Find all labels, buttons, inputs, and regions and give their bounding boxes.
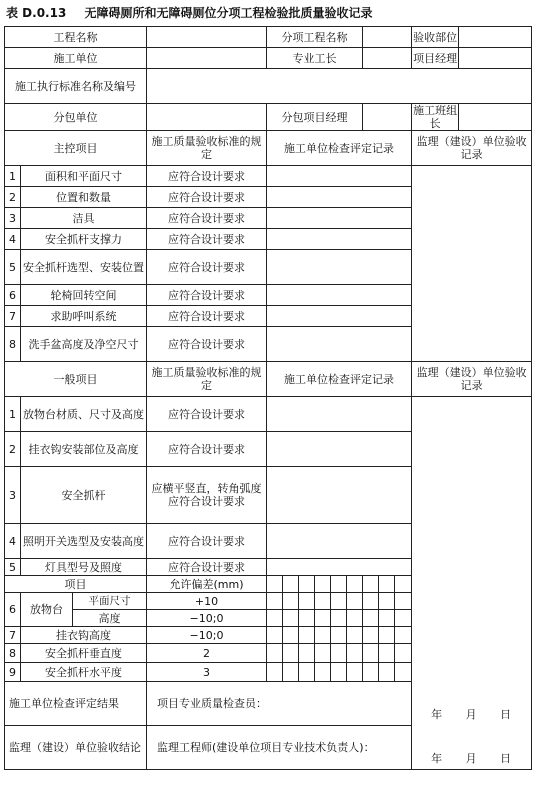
- main-item-spec: 应符合设计要求: [147, 306, 267, 327]
- general-section-header: [5, 362, 532, 397]
- general-item-spec: 应符合设计要求: [147, 397, 267, 432]
- main-item-spec: 应符合设计要求: [147, 166, 267, 187]
- label-project-manager: 项目经理: [412, 48, 459, 69]
- main-item-check[interactable]: [267, 229, 412, 250]
- general-item-name: 照明开关选型及安装高度: [21, 524, 147, 559]
- label-subcontract-unit: 分包单位: [5, 104, 147, 131]
- value-construction-unit[interactable]: [147, 48, 267, 69]
- tolerance-hook-height: 挂衣钩高度: [21, 627, 147, 644]
- measure-cell[interactable]: [363, 610, 379, 627]
- measure-cell[interactable]: [299, 627, 315, 644]
- main-item-check[interactable]: [267, 327, 412, 362]
- main-item-name: 位置和数量: [21, 187, 147, 208]
- general-item-no: 3: [5, 467, 21, 524]
- measure-cell[interactable]: [395, 576, 412, 593]
- value-acceptance-part[interactable]: [459, 27, 532, 48]
- measure-cell[interactable]: [283, 663, 299, 682]
- measure-cell[interactable]: [363, 663, 379, 682]
- label-project-name: 工程名称: [5, 27, 147, 48]
- value-subitem-name[interactable]: [363, 27, 412, 48]
- measure-cell[interactable]: [331, 576, 347, 593]
- main-section-title: 主控项目: [5, 131, 147, 166]
- general-item-no: 2: [5, 432, 21, 467]
- tolerance-no: 8: [5, 644, 21, 663]
- main-item-no: 4: [5, 229, 21, 250]
- main-supervise-cell[interactable]: [412, 166, 532, 362]
- measure-cell[interactable]: [363, 627, 379, 644]
- measure-cell[interactable]: [315, 610, 331, 627]
- general-item-check[interactable]: [267, 432, 412, 467]
- main-item-check[interactable]: [267, 187, 412, 208]
- tolerance-bar-vertical: 安全抓杆垂直度: [21, 644, 147, 663]
- main-col-supervise: 监理（建设）单位验收记录: [412, 131, 532, 166]
- main-col-check: 施工单位检查评定记录: [267, 131, 412, 166]
- measure-cell[interactable]: [315, 627, 331, 644]
- measure-cell[interactable]: [331, 593, 347, 610]
- measure-cell[interactable]: [299, 593, 315, 610]
- supervision-result-date: 年 月 日: [431, 752, 522, 765]
- measure-cell[interactable]: [267, 593, 283, 610]
- measure-cell[interactable]: [395, 593, 412, 610]
- main-item-name: 洗手盆高度及净空尺寸: [21, 327, 147, 362]
- main-item-no: 8: [5, 327, 21, 362]
- tolerance-bar-level-value: 3: [147, 663, 267, 682]
- main-item-name: 轮椅回转空间: [21, 285, 147, 306]
- label-standard-name: 施工执行标准名称及编号: [5, 69, 147, 104]
- general-col-check: 施工单位检查评定记录: [267, 362, 412, 397]
- general-item-row: [5, 397, 532, 432]
- construction-result-row: [5, 682, 532, 726]
- main-item-no: 7: [5, 306, 21, 327]
- tolerance-bar-vertical-value: 2: [147, 644, 267, 663]
- general-item-check[interactable]: [267, 397, 412, 432]
- label-subitem-name: 分项工程名称: [267, 27, 363, 48]
- value-standard-name[interactable]: [147, 69, 532, 104]
- measure-cell[interactable]: [395, 627, 412, 644]
- main-item-check[interactable]: [267, 166, 412, 187]
- value-professional-foreman[interactable]: [363, 48, 412, 69]
- general-item-no: 4: [5, 524, 21, 559]
- general-item-no: 5: [5, 559, 21, 576]
- measure-cell[interactable]: [347, 610, 363, 627]
- measure-cell[interactable]: [347, 644, 363, 663]
- header-row-4: [5, 104, 532, 131]
- form-title-text: 无障碍厕所和无障碍厕位分项工程检验批质量验收记录: [84, 6, 373, 20]
- measure-cell[interactable]: [363, 593, 379, 610]
- tolerance-plane-size-value: +10: [147, 593, 267, 610]
- measure-cell[interactable]: [379, 663, 395, 682]
- main-item-no: 5: [5, 250, 21, 285]
- tolerance-height-value: −10;0: [147, 610, 267, 627]
- main-item-check[interactable]: [267, 208, 412, 229]
- general-item-spec: 应符合设计要求: [147, 559, 267, 576]
- measure-cell[interactable]: [283, 627, 299, 644]
- construction-result-label: 施工单位检查评定结果: [5, 682, 147, 726]
- general-item-check[interactable]: [267, 524, 412, 559]
- measure-cell[interactable]: [331, 663, 347, 682]
- measure-cell[interactable]: [331, 627, 347, 644]
- measure-cell[interactable]: [331, 644, 347, 663]
- measure-cell[interactable]: [283, 576, 299, 593]
- measure-cell[interactable]: [283, 644, 299, 663]
- label-construction-unit: 施工单位: [5, 48, 147, 69]
- main-item-no: 1: [5, 166, 21, 187]
- general-item-check[interactable]: [267, 559, 412, 576]
- header-row-2: [5, 48, 532, 69]
- label-professional-foreman: 专业工长: [267, 48, 363, 69]
- main-item-name: 洁具: [21, 208, 147, 229]
- general-col-spec: 施工质量验收标准的规定: [147, 362, 267, 397]
- measure-cell[interactable]: [315, 644, 331, 663]
- main-item-no: 3: [5, 208, 21, 229]
- value-project-name[interactable]: [147, 27, 267, 48]
- main-item-check[interactable]: [267, 306, 412, 327]
- measure-cell[interactable]: [267, 610, 283, 627]
- construction-result-cell[interactable]: [147, 682, 532, 726]
- main-item-spec: 应符合设计要求: [147, 208, 267, 229]
- supervision-result-cell[interactable]: [147, 726, 532, 770]
- value-team-leader[interactable]: [459, 104, 532, 131]
- tolerance-item-label: 项目: [5, 576, 147, 593]
- measure-cell[interactable]: [379, 627, 395, 644]
- form-number: 表 D.0.13: [6, 6, 67, 20]
- general-item-no: 1: [5, 397, 21, 432]
- measure-cell[interactable]: [283, 610, 299, 627]
- main-item-name: 安全抓杆支撑力: [21, 229, 147, 250]
- record-table: [4, 26, 532, 770]
- value-subcontract-manager[interactable]: [363, 104, 412, 131]
- measure-cell[interactable]: [363, 644, 379, 663]
- general-item-name: 灯具型号及照度: [21, 559, 147, 576]
- measure-cell[interactable]: [315, 663, 331, 682]
- measure-cell[interactable]: [379, 644, 395, 663]
- general-col-supervise: 监理（建设）单位验收记录: [412, 362, 532, 397]
- measure-cell[interactable]: [395, 610, 412, 627]
- measure-cell[interactable]: [347, 663, 363, 682]
- general-item-spec: 应符合设计要求: [147, 524, 267, 559]
- measure-cell[interactable]: [315, 576, 331, 593]
- main-item-name: 求助呼叫系统: [21, 306, 147, 327]
- construction-inspector-label: 项目专业质量检查员：: [157, 697, 267, 710]
- measure-cell[interactable]: [363, 576, 379, 593]
- label-acceptance-part: 验收部位: [412, 27, 459, 48]
- tolerance-no: 9: [5, 663, 21, 682]
- main-col-spec: 施工质量验收标准的规定: [147, 131, 267, 166]
- main-item-no: 6: [5, 285, 21, 306]
- construction-result-date: 年 月 日: [431, 708, 522, 721]
- measure-cell[interactable]: [299, 644, 315, 663]
- tolerance-bar-level: 安全抓杆水平度: [21, 663, 147, 682]
- measure-cell[interactable]: [347, 576, 363, 593]
- measure-cell[interactable]: [267, 627, 283, 644]
- main-item-spec: 应符合设计要求: [147, 327, 267, 362]
- main-item-check[interactable]: [267, 250, 412, 285]
- value-project-manager[interactable]: [459, 48, 532, 69]
- main-item-spec: 应符合设计要求: [147, 187, 267, 208]
- supervision-result-row: [5, 726, 532, 770]
- tolerance-plane-size: 平面尺寸: [73, 593, 147, 610]
- main-item-name: 面积和平面尺寸: [21, 166, 147, 187]
- measure-cell[interactable]: [395, 663, 412, 682]
- tolerance-no: 6: [5, 593, 21, 627]
- general-item-name: 挂衣钩安装部位及高度: [21, 432, 147, 467]
- measure-cell[interactable]: [331, 610, 347, 627]
- label-team-leader: 施工班组长: [413, 104, 458, 130]
- form-title: [0, 0, 538, 26]
- main-item-no: 2: [5, 187, 21, 208]
- general-item-spec: 应符合设计要求: [147, 432, 267, 467]
- measure-cell[interactable]: [283, 593, 299, 610]
- tolerance-no: 7: [5, 627, 21, 644]
- measure-cell[interactable]: [347, 627, 363, 644]
- measure-cell[interactable]: [267, 663, 283, 682]
- measure-cell[interactable]: [267, 644, 283, 663]
- tolerance-allowance-label: 允许偏差(mm): [147, 576, 267, 593]
- measure-cell[interactable]: [347, 593, 363, 610]
- measure-cell[interactable]: [267, 576, 283, 593]
- general-item-spec: 应横平竖直，转角弧度应符合设计要求: [147, 467, 267, 524]
- main-section-header: [5, 131, 532, 166]
- measure-cell[interactable]: [299, 576, 315, 593]
- measure-cell[interactable]: [299, 663, 315, 682]
- main-item-check[interactable]: [267, 285, 412, 306]
- label-subcontract-manager: 分包项目经理: [267, 104, 363, 131]
- measure-cell[interactable]: [379, 576, 395, 593]
- header-row-3: [5, 69, 532, 104]
- value-subcontract-unit[interactable]: [147, 104, 267, 131]
- general-section-title: 一般项目: [5, 362, 147, 397]
- tolerance-hook-height-value: −10;0: [147, 627, 267, 644]
- main-item-name: 安全抓杆选型、安装位置: [21, 250, 147, 285]
- supervising-engineer-label: 监理工程师(建设单位项目专业技术负责人)：: [157, 741, 375, 754]
- general-item-check[interactable]: [267, 467, 412, 524]
- supervision-result-label: 监理（建设）单位验收结论: [5, 726, 147, 770]
- main-item-row: [5, 166, 532, 187]
- measure-cell[interactable]: [315, 593, 331, 610]
- main-item-spec: 应符合设计要求: [147, 229, 267, 250]
- measure-cell[interactable]: [379, 593, 395, 610]
- measure-cell[interactable]: [395, 644, 412, 663]
- tolerance-platform: 放物台: [21, 593, 73, 627]
- main-item-spec: 应符合设计要求: [147, 285, 267, 306]
- main-item-spec: 应符合设计要求: [147, 250, 267, 285]
- general-item-name: 安全抓杆: [21, 467, 147, 524]
- measure-cell[interactable]: [299, 610, 315, 627]
- general-item-name: 放物台材质、尺寸及高度: [21, 397, 147, 432]
- tolerance-height: 高度: [73, 610, 147, 627]
- header-row-1: [5, 27, 532, 48]
- measure-cell[interactable]: [379, 610, 395, 627]
